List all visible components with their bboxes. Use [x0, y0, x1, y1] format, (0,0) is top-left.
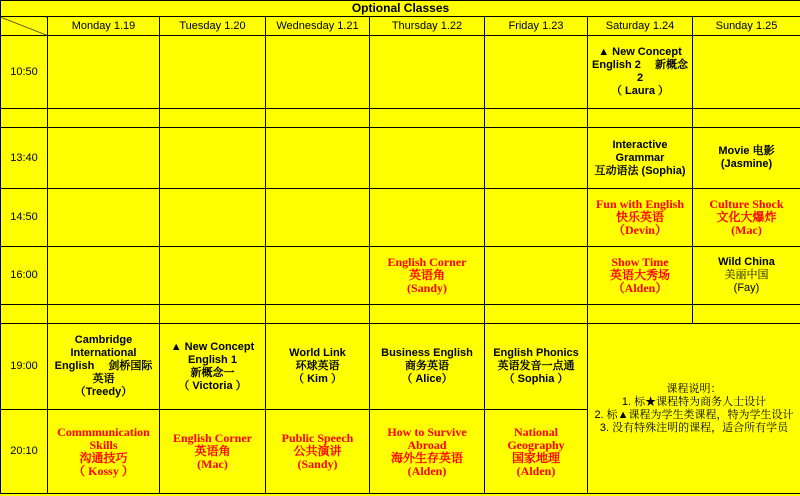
class-cell-sat-1340 [588, 128, 693, 189]
class-name-cn: 快乐英语 [615, 210, 664, 224]
class-name: Interactive Grammar [612, 138, 668, 164]
class-name-cn: 文化大爆炸 [716, 210, 777, 224]
class-teacher: (Sandy) [406, 281, 447, 295]
class-teacher: (Jasmine) [720, 158, 773, 170]
class-name-cn: 互动语法 [594, 164, 639, 177]
class-name-cn: 美丽中国 [724, 269, 769, 281]
notes-heading: 课程说明： [666, 382, 722, 395]
day-header-wednesday: Wednesday 1.21 [266, 17, 370, 36]
class-teacher: （ Kim ） [293, 373, 342, 385]
class-name-cn: 沟通技巧 [79, 450, 128, 465]
empty-cell [266, 36, 370, 109]
empty-cell [485, 247, 588, 305]
class-teacher: （ Sophia ） [503, 373, 569, 385]
empty-cell [485, 128, 588, 189]
empty-cell [160, 305, 266, 324]
row-1450 [1, 189, 800, 247]
class-cell-tue-2010 [160, 410, 266, 494]
class-cell-fri-2010 [485, 410, 588, 494]
empty-cell [693, 36, 800, 109]
empty-cell [693, 305, 800, 324]
time-label: 20:10 [1, 410, 48, 494]
class-name: How to Survive Abroad [387, 424, 467, 452]
class-name: Business English [381, 347, 473, 359]
empty-cell [485, 109, 588, 128]
class-name: National Geography [507, 424, 565, 452]
class-cell-mon-2010 [48, 410, 160, 494]
class-name: Show Time [611, 255, 669, 269]
class-name-cn: 公共演讲 [293, 444, 342, 458]
corner-diagonal-cell [1, 17, 48, 36]
class-name-cn: 海外生存英语 [390, 450, 463, 465]
class-name-cn: 英语发音一点通 [497, 360, 575, 372]
class-teacher: （ Laura ） [610, 85, 670, 97]
class-name: Wild China [718, 256, 775, 268]
class-name: Commmunication Skills [57, 424, 150, 452]
empty-cell [370, 36, 485, 109]
class-cell-sun-1600 [693, 247, 800, 305]
day-header-thursday: Thursday 1.22 [370, 17, 485, 36]
time-label: 19:00 [1, 324, 48, 410]
class-name: English Phonics [493, 347, 579, 359]
empty-cell [266, 109, 370, 128]
class-name-cn: 英语角 [408, 268, 445, 282]
empty-cell [160, 109, 266, 128]
empty-cell [1, 109, 48, 128]
class-teacher: (Alden) [516, 463, 556, 478]
class-name: Fun with English [595, 197, 685, 211]
empty-cell [160, 247, 266, 305]
class-cell-sat-1600 [588, 247, 693, 305]
class-teacher: （ Victoria ） [178, 379, 247, 392]
class-cell-sun-1450 [693, 189, 800, 247]
class-cell-wed-1900 [266, 324, 370, 410]
class-teacher: (Sandy) [297, 457, 338, 471]
class-teacher: （ Alice） [401, 373, 453, 385]
class-cell-sat-1450 [588, 189, 693, 247]
class-teacher: （Treedy） [74, 386, 133, 398]
empty-cell [48, 36, 160, 109]
day-header-monday: Monday 1.19 [48, 17, 160, 36]
class-name: ▲ New Concept English 1 [170, 340, 255, 366]
time-label: 14:50 [1, 189, 48, 247]
class-cell-tue-1900 [160, 324, 266, 410]
empty-cell [370, 109, 485, 128]
class-name-cn: 商务英语 [405, 360, 449, 372]
empty-cell [160, 36, 266, 109]
empty-cell [485, 305, 588, 324]
class-teacher: (Fay) [733, 282, 760, 294]
class-cell-mon-1900 [48, 324, 160, 410]
class-name: English Corner [172, 431, 252, 445]
day-header-sunday: Sunday 1.25 [693, 17, 800, 36]
day-header-saturday: Saturday 1.24 [588, 17, 693, 36]
row-1340 [1, 128, 800, 189]
class-cell-thu-1900 [370, 324, 485, 410]
class-teacher: (Mac) [197, 457, 228, 471]
class-name: Movie 电影 [718, 145, 775, 157]
empty-cell [588, 109, 693, 128]
empty-cell [370, 305, 485, 324]
empty-cell [266, 128, 370, 189]
class-name: Cambridge International English 剑桥国际英语 [54, 334, 153, 385]
class-name-cn: 新概念一 [190, 366, 235, 379]
class-name: Culture Shock [709, 197, 784, 211]
empty-cell [1, 305, 48, 324]
empty-cell [48, 128, 160, 189]
notes-line: 2. 标▲课程为学生类课程，特为学生设计 [594, 408, 794, 421]
empty-cell [485, 36, 588, 109]
class-teacher: （Devin） [612, 223, 667, 237]
empty-cell [588, 305, 693, 324]
day-header-friday: Friday 1.23 [485, 17, 588, 36]
empty-cell [266, 189, 370, 247]
class-name-cn: 环球英语 [295, 360, 340, 372]
class-teacher: (Mac) [731, 223, 762, 237]
notes-line: 1. 标★课程特为商务人士设计 [621, 395, 767, 408]
class-name-cn: 国家地理 [511, 450, 560, 465]
class-cell-sat-1050 [588, 36, 693, 109]
class-cell-sun-1340 [693, 128, 800, 189]
class-teacher: （Alden） [612, 281, 668, 295]
class-name: ▲ New Concept English 2 新概念2 [592, 46, 688, 84]
course-notes [588, 324, 800, 494]
empty-cell [160, 128, 266, 189]
empty-cell [48, 305, 160, 324]
gap-row [1, 305, 800, 324]
class-cell-thu-1600 [370, 247, 485, 305]
empty-cell [48, 247, 160, 305]
time-label: 16:00 [1, 247, 48, 305]
day-header-tuesday: Tuesday 1.20 [160, 17, 266, 36]
empty-cell [693, 109, 800, 128]
class-cell-thu-2010 [370, 410, 485, 494]
class-teacher: (Sophia) [641, 164, 686, 177]
time-label: 10:50 [1, 36, 48, 109]
notes-line: 3. 没有特殊注明的课程，适合所有学员 [599, 421, 789, 434]
empty-cell [48, 109, 160, 128]
empty-cell [48, 189, 160, 247]
row-1050 [1, 36, 800, 109]
time-label: 13:40 [1, 128, 48, 189]
empty-cell [485, 189, 588, 247]
class-name-cn: 英语大秀场 [609, 268, 670, 282]
empty-cell [370, 128, 485, 189]
table-title: Optional Classes [1, 1, 800, 17]
class-name-cn: 英语角 [194, 444, 231, 458]
class-name: World Link [289, 347, 346, 359]
class-cell-wed-2010 [266, 410, 370, 494]
empty-cell [160, 189, 266, 247]
class-cell-fri-1900 [485, 324, 588, 410]
empty-cell [266, 305, 370, 324]
class-teacher: (Alden) [407, 463, 447, 478]
class-name: Public Speech [281, 431, 354, 445]
row-1600 [1, 247, 800, 305]
row-1900 [1, 324, 800, 410]
class-teacher: （ Kossy ） [73, 463, 134, 478]
empty-cell [370, 189, 485, 247]
gap-row [1, 109, 800, 128]
class-name: English Corner [387, 255, 467, 269]
empty-cell [266, 247, 370, 305]
